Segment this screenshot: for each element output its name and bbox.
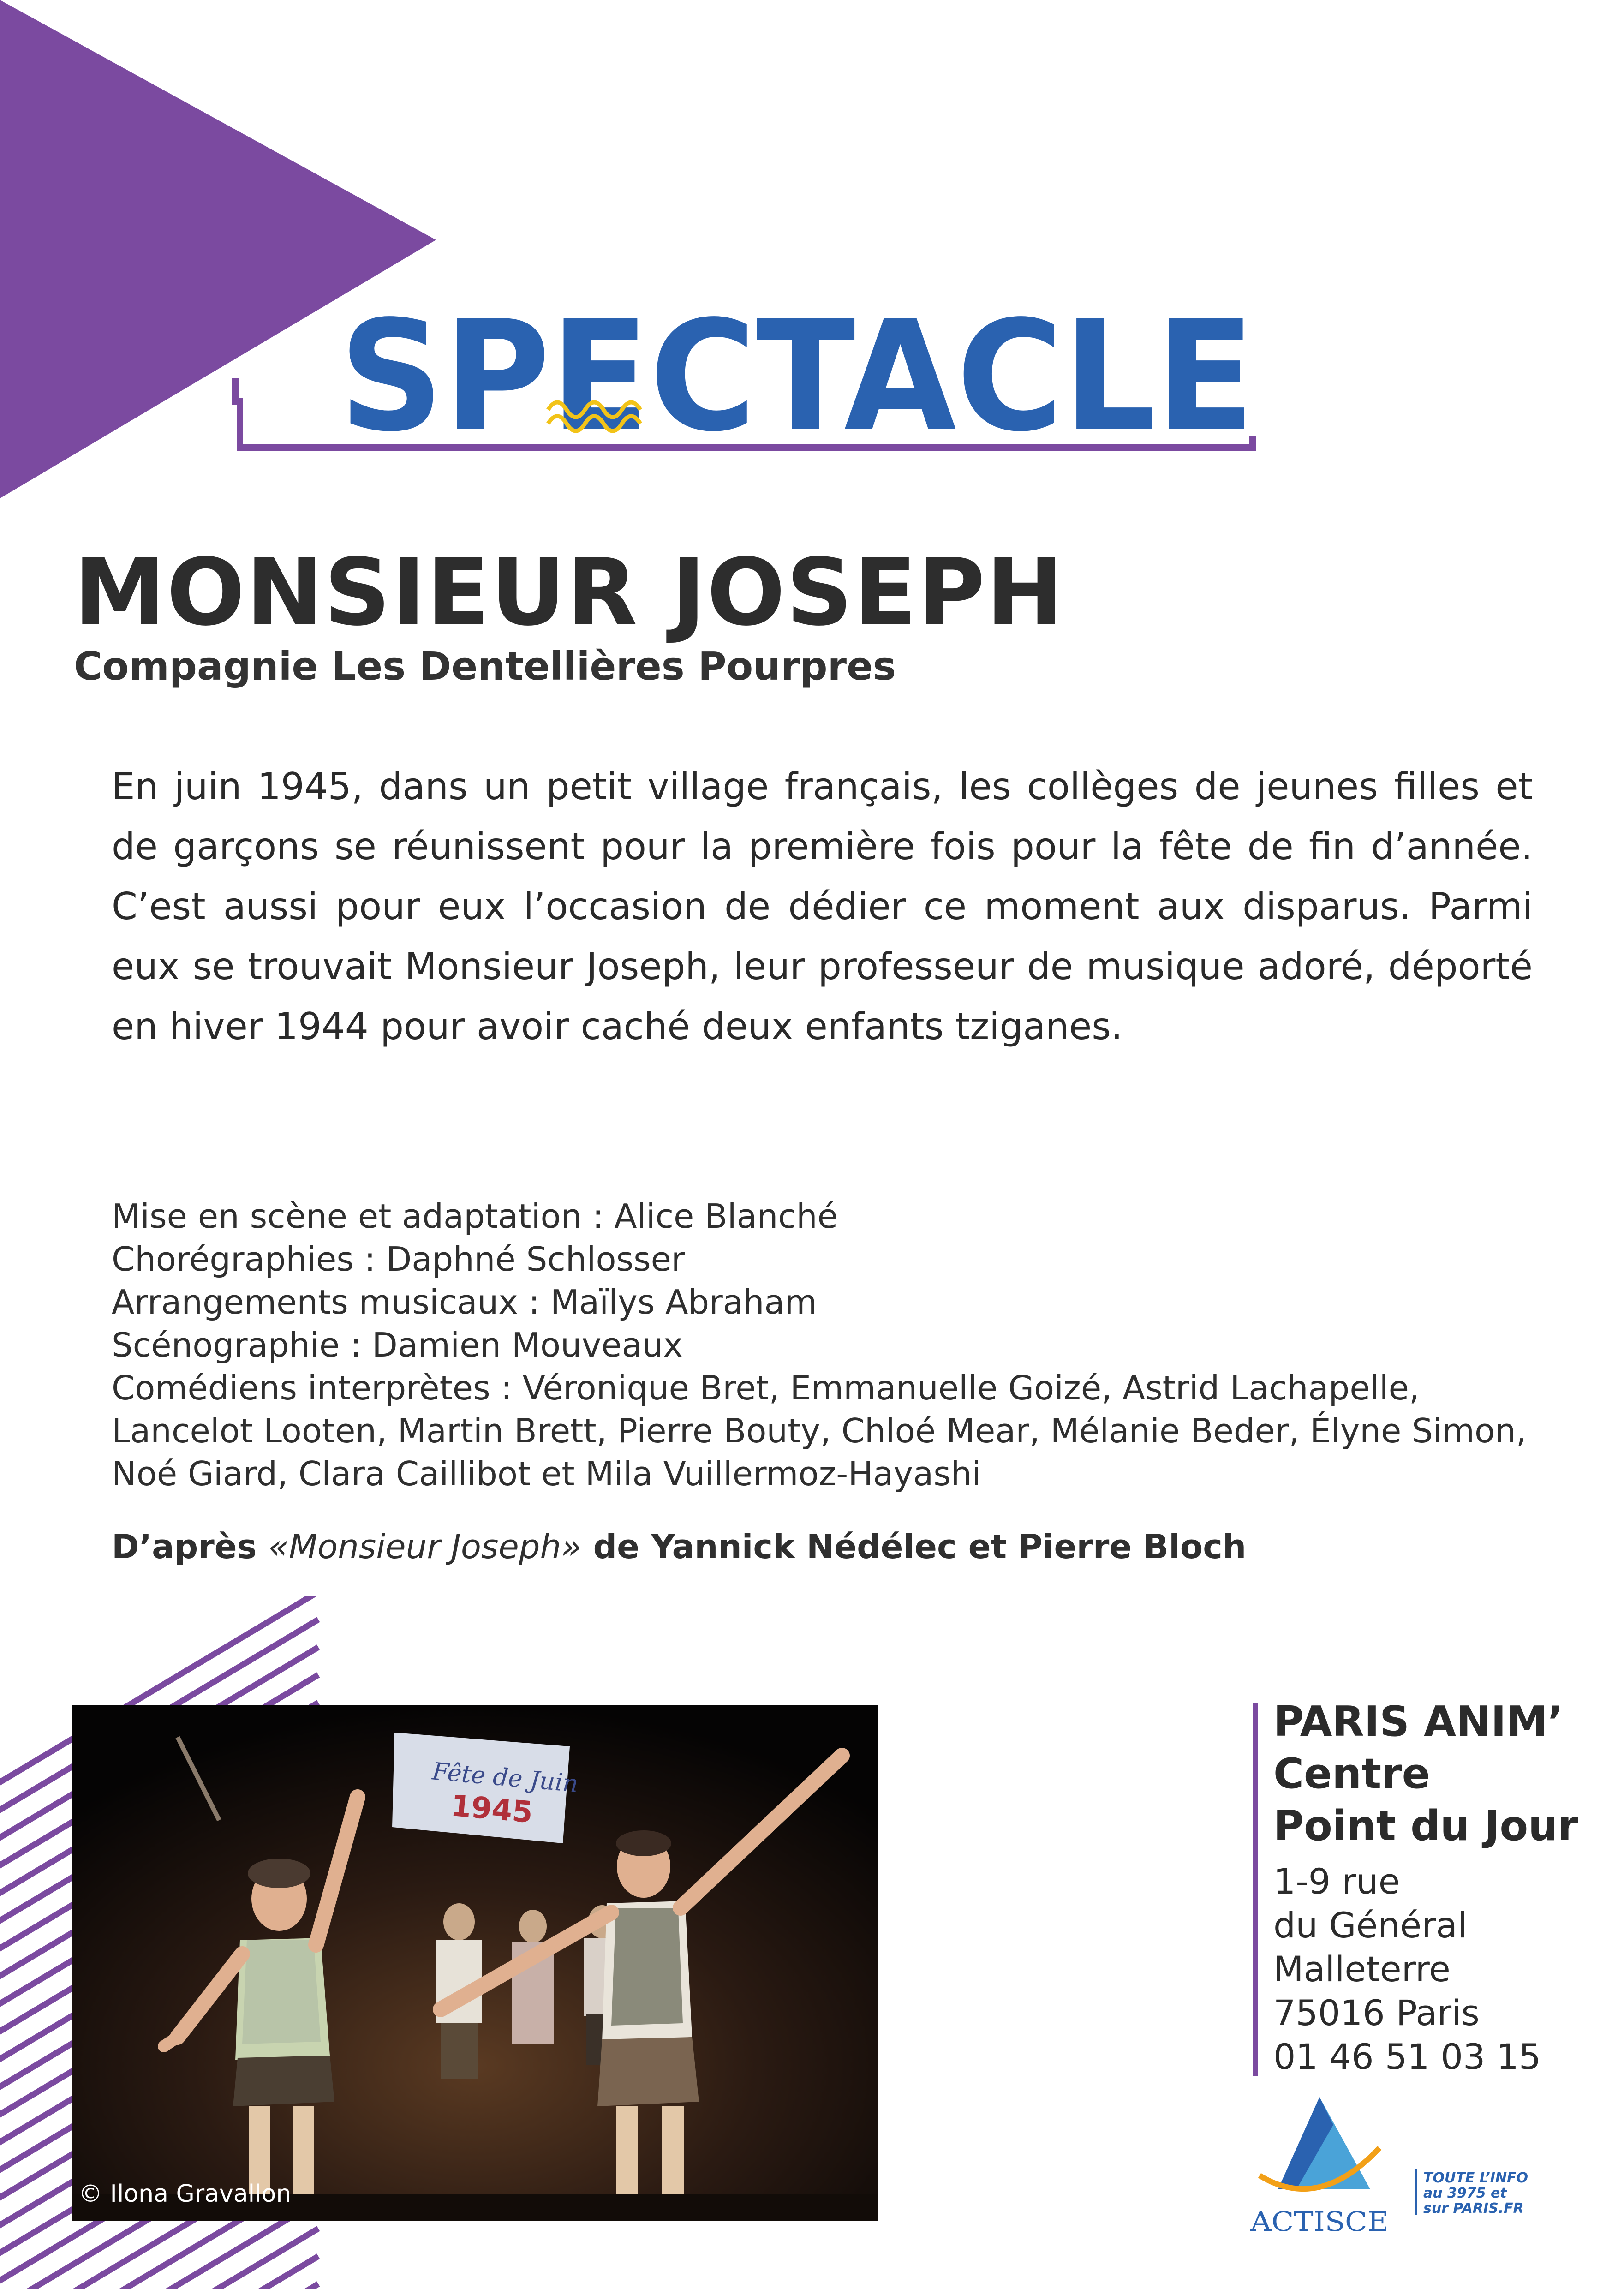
phone-number: 01 46 51 03 15 xyxy=(1273,2036,1541,2077)
synopsis-paragraph: En juin 1945, dans un petit village français, les collèges de jeunes filles et de garçons se réunissent pour la première fois pour la fête de fin d’année. C’est aussi pour eux l’occasion de dédier ce moment aux disparus. Parmi eux se trouvait Monsieur Joseph, leur professeur de musique adoré, déporté en hiver 1944 pour avoir caché deux enfants tziganes. xyxy=(112,765,1533,1048)
spectacle-banner xyxy=(221,277,1264,461)
address-line: Malleterre xyxy=(1273,1948,1451,1990)
source-authors: de Yannick Nédélec et Pierre Bloch xyxy=(593,1527,1247,1566)
source-attribution xyxy=(112,1527,1246,1566)
credit-line: Scénographie : Damien Mouveaux xyxy=(112,1326,683,1364)
actisce-name: ACTISCE xyxy=(1249,2206,1389,2237)
logo-tagline-line: TOUTE L’INFO xyxy=(1423,2170,1528,2186)
source-work-title: «Monsieur Joseph» xyxy=(268,1527,582,1566)
credit-line: Chorégraphies : Daphné Schlosser xyxy=(112,1240,685,1279)
credit-line: Arrangements musicaux : Maïlys Abraham xyxy=(112,1283,817,1321)
stage-photo xyxy=(72,1705,878,2221)
photo-banner-year: 1945 xyxy=(449,1788,534,1830)
address-line: 1-9 rue xyxy=(1273,1861,1400,1902)
company-name: Compagnie Les Dentellières Pourpres xyxy=(74,644,896,689)
photo-credit: © Ilona Gravallon xyxy=(78,2180,292,2208)
venue-name xyxy=(1273,1696,1578,1852)
venue-name-line: Centre xyxy=(1273,1750,1430,1798)
show-title: MONSIEUR JOSEPH xyxy=(74,539,1064,646)
credit-line: Mise en scène et adaptation : Alice Blanché xyxy=(112,1197,838,1236)
venue-address xyxy=(1273,1859,1541,2079)
actisce-logo xyxy=(1241,2097,1564,2245)
logo-tagline-line: sur PARIS.FR xyxy=(1423,2200,1524,2217)
logo-tagline-line: au 3975 et xyxy=(1423,2185,1507,2201)
spectacle-word: SPECTACLE xyxy=(339,288,1255,461)
credits-block xyxy=(112,1195,1551,1495)
address-line: 75016 Paris xyxy=(1273,1992,1480,2033)
venue-name-line: PARIS ANIM’ xyxy=(1273,1697,1564,1746)
venue-accent-bar xyxy=(1253,1703,1258,2076)
address-line: du Général xyxy=(1273,1905,1468,1946)
source-prefix: D’après xyxy=(112,1527,257,1566)
credit-line: Comédiens interprètes : Véronique Bret, Emmanuelle Goizé, Astrid Lachapelle, Lancelot Looten, Martin Brett, Pierre Bouty, Chloé Mear, Mélanie Beder, Élyne Simon, Noé Giard, Clara Caillibot et Mila Vuillermoz-Hayashi xyxy=(112,1369,1527,1493)
photo-banner-text: Fête de Juin xyxy=(431,1757,579,1798)
venue-name-line: Point du Jour xyxy=(1273,1802,1578,1850)
